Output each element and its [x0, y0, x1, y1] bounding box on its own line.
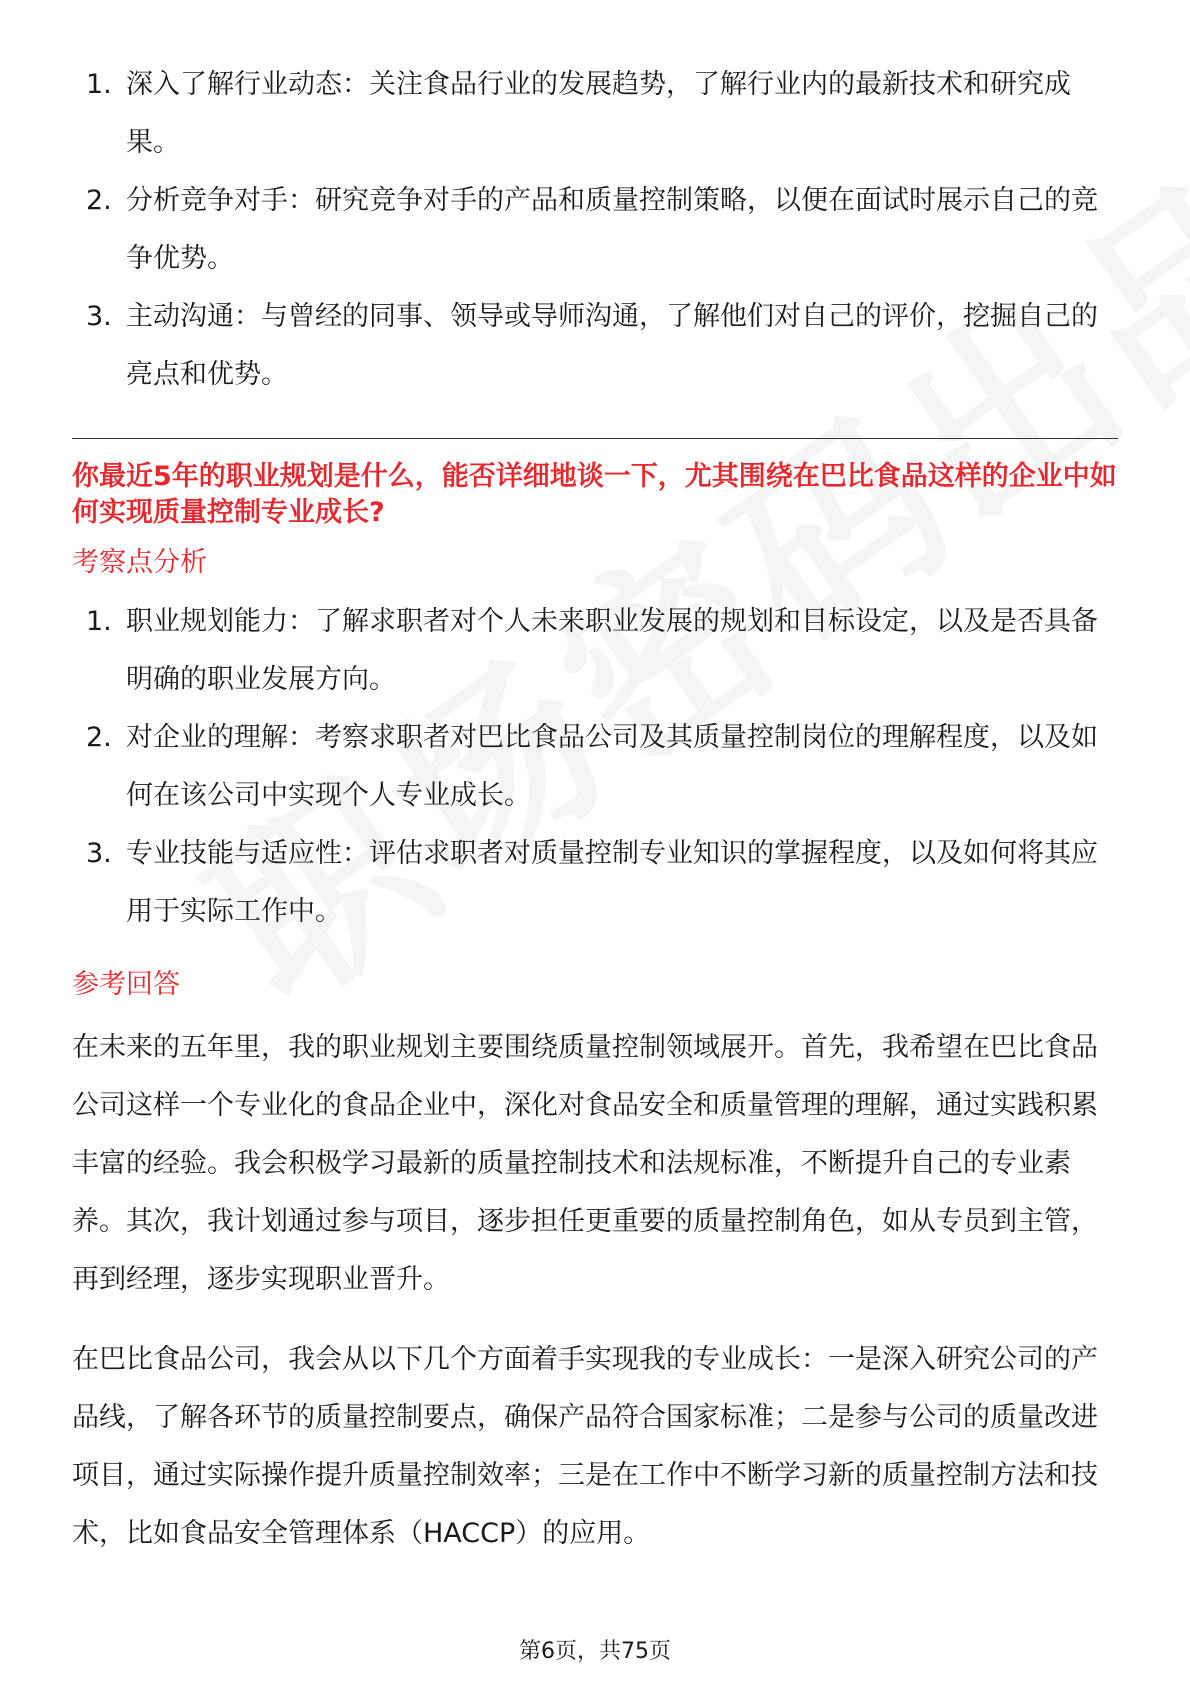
- answer-paragraph: 在未来的五年里，我的职业规划主要围绕质量控制领域展开。首先，我希望在巴比食品公司这样一个专业化的食品企业中，深化对食品安全和质量管理的理解，通过实践积累丰富的经验。我会积极学习最新的质量控制技术和法规标准，不断提升自己的专业素养。其次，我计划通过参与项目，逐步担任更重要的质量控制角色，如从专员到主管，再到经理，逐步实现职业晋升。: [72, 1032, 1098, 1295]
- analysis-heading: 考察点分析: [72, 547, 207, 578]
- top-list: [72, 56, 1118, 404]
- answer-heading: 参考回答: [72, 969, 180, 1000]
- analysis-list: [72, 593, 1118, 941]
- page-footer: 第6页，共75页: [519, 1639, 671, 1664]
- answer-paragraph: 在巴比食品公司，我会从以下几个方面着手实现我的专业成长：一是深入研究公司的产品线，了解各环节的质量控制要点，确保产品符合国家标准；二是参与公司的质量改进项目，通过实际操作提升质量控制效率；三是在工作中不断学习新的质量控制方法和技术，比如食品安全管理体系（HACCP）的应用。: [72, 1344, 1098, 1549]
- document-page: [72, 56, 1118, 1563]
- question-heading: 你最近5年的职业规划是什么，能否详细地谈一下，尤其围绕在巴比食品这样的企业中如何实现质量控制专业成长?: [72, 461, 1117, 528]
- list-item: 1. 深入了解行业动态：关注食品行业的发展趋势，了解行业内的最新技术和研究成果。: [86, 69, 1071, 158]
- section-divider: [72, 438, 1118, 439]
- list-item: 2. 对企业的理解：考察求职者对巴比食品公司及其质量控制岗位的理解程度，以及如何在该公司中实现个人专业成长。: [86, 722, 1098, 811]
- list-item: 2. 分析竞争对手：研究竞争对手的产品和质量控制策略，以便在面试时展示自己的竞争优势。: [86, 185, 1098, 274]
- list-item: 1. 职业规划能力：了解求职者对个人未来职业发展的规划和目标设定，以及是否具备明确的职业发展方向。: [86, 606, 1098, 695]
- list-item: 3. 专业技能与适应性：评估求职者对质量控制专业知识的掌握程度，以及如何将其应用于实际工作中。: [86, 838, 1098, 927]
- list-item: 3. 主动沟通：与曾经的同事、领导或导师沟通，了解他们对自己的评价，挖掘自己的亮点和优势。: [86, 301, 1098, 390]
